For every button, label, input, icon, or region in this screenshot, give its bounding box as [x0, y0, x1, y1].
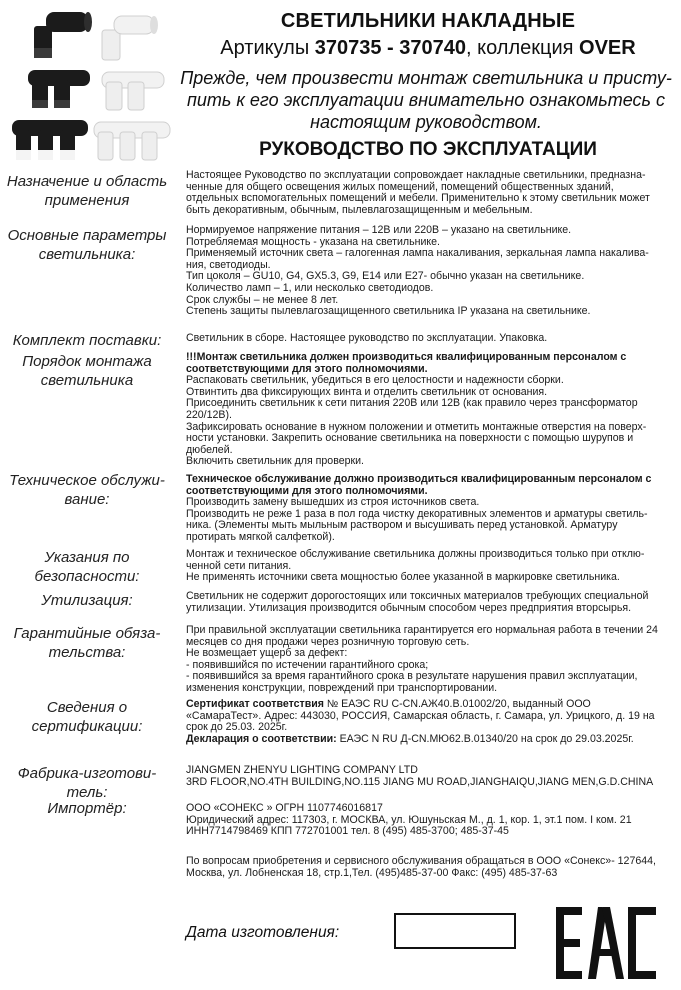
- intro-note: Прежде, чем произвести монтаж светильника и присту-пить к его эксплуатации внимательно ознакомьтесь с настоящим руководством.: [180, 68, 672, 132]
- article-prefix: Артикулы: [220, 37, 310, 59]
- article-mid: , коллекция: [466, 37, 574, 59]
- text-line: Количество ламп – 1, или несколько светодиодов.: [186, 281, 434, 294]
- text-line: Не применять источники света мощностью более указанной в маркировке светильника.: [186, 571, 620, 584]
- section-text-disposal: [186, 591, 666, 614]
- collection-name: OVER: [579, 37, 636, 59]
- text-line: Срок службы – не менее 8 лет.: [186, 293, 339, 306]
- product-images: [6, 6, 172, 162]
- text-line: ИНН7714798469 КПП 772701001 тел. 8 (495) 485-3700; 485-37-45: [186, 825, 509, 838]
- lamp-single-white-icon: [96, 12, 160, 62]
- certificate-label: Сертификат соответствия: [186, 698, 324, 710]
- text-line: Юридический адрес: 117303, г. МОСКВА, ул. Юшуньская М., д. 1, кор. 1, эт.1 пом. I ком. 21: [186, 813, 632, 826]
- installation-warning: !!!Монтаж светильника должен производиться квалифицированным персоналом с соответствующими для этого полномочиями.: [186, 351, 627, 375]
- text-line: ООО «СОНЕКС » ОГРН 1107746016817: [186, 802, 383, 814]
- section-text-importer: [186, 803, 666, 838]
- section-text-maintenance: [186, 474, 666, 544]
- section-label-package: Комплект поставки:: [12, 332, 162, 349]
- lamp-triple-white-icon: [90, 114, 172, 162]
- section-label-maintenance: Техническое обслужи-вание:: [9, 472, 165, 508]
- lamp-double-white-icon: [94, 62, 170, 112]
- section-text-installation: [186, 352, 666, 468]
- text-line: - появившийся за время гарантийного срока в результате нарушения правил эксплуатации, изменения конструкции, повреждений при транспортировании.: [186, 670, 638, 694]
- certificate-text: № ЕАЭС RU C-CN.АЖ40.В.01002/20, выданный ООО «СамараТест». Адрес: 443030, РОССИЯ, Самарская область, г. Самара, ул. Урицкого, д. 19 на срок до 25.03. 2025г.: [186, 698, 655, 734]
- text-line: Степень защиты пылевлагозащищенного светильника IP указана на светильнике.: [186, 305, 591, 318]
- section-text-safety: [186, 549, 666, 584]
- section-label-installation: Порядок монтажа светильника: [22, 353, 152, 389]
- section-label-disposal: Утилизация:: [41, 592, 133, 609]
- text-line: По вопросам приобретения и сервисного обслуживания обращаться в ООО «Сонекс»- 127644, Москва, ул. Лобненская 18, стр.1,Тел. (495)485-37-00 Факс: (495) 485-37-63: [186, 855, 656, 879]
- article-line: [178, 37, 678, 60]
- text-line: Зафиксировать основание в нужном положении и отметить монтажные отверстия на поверх-ности установки. Закрепить основание светильника на поверхности с помощью шурупов и дюбелей.: [186, 420, 647, 456]
- text-line: Тип цоколя – GU10, G4, GX5.3, G9, E14 или E27- обычно указан на светильнике.: [186, 270, 585, 283]
- section-label-parameters: Основные параметры светильника:: [7, 227, 167, 263]
- section-label-manufacturer: Фабрика-изготови-тель:: [17, 765, 157, 801]
- contact-info: [186, 856, 666, 879]
- text-line: Светильник в сборе. Настоящее руководство по эксплуатации. Упаковка.: [186, 332, 548, 344]
- text-line: Светильник не содержит дорогостоящих или токсичных материалов требующих специальной утилизации. Утилизация производится обычным способом через предприятия вторсырья.: [186, 590, 649, 614]
- section-label-safety: Указания по безопасности:: [34, 549, 140, 585]
- section-text-purpose: [186, 170, 666, 216]
- text-line: Применяемый источник света – галогенная лампа накаливания, зеркальная лампа накалива-ния, светодиоды.: [186, 247, 649, 271]
- text-line: JIANGMEN ZHENYU LIGHTING COMPANY LTD: [186, 764, 418, 776]
- text-line: Производить не реже 1 раза в пол года чистку декоративных элементов и арматуры светиль-ника. (Элементы мыть мыльным раствором и высушивать перед установкой. Арматуру протирать мягкой салфеткой).: [186, 507, 648, 543]
- text-line: Отвинтить два фиксирующих винта и отделить светильник от основания.: [186, 385, 548, 398]
- declaration-label: Декларация о соответствии:: [186, 732, 337, 745]
- eac-mark-icon: [554, 905, 658, 981]
- section-label-importer: Импортёр:: [47, 800, 127, 817]
- declaration-text: ЕАЭС N RU Д-CN.МЮ62.В.01340/20 на срок до 29.03.2025г.: [336, 732, 634, 745]
- maintenance-warning: Техническое обслуживание должно производиться квалифицированным персоналом с соответствующими для этого полномочиями.: [186, 473, 652, 497]
- text-line: Распаковать светильник, убедиться в его целостности и надежности сборки.: [186, 374, 564, 387]
- manufacture-date-label: Дата изготовления:: [186, 924, 340, 941]
- section-text-certification: [186, 699, 666, 745]
- article-numbers: 370735 - 370740: [314, 37, 467, 59]
- section-label-certification: Сведения о сертификации:: [31, 699, 143, 735]
- lamp-double-black-icon: [20, 60, 96, 110]
- section-label-warranty: Гарантийные обяза-тельства:: [13, 625, 161, 661]
- text-line: Монтаж и техническое обслуживание светильника должны производиться только при отклю-ченной сети питания.: [186, 548, 645, 572]
- text-line: Присоединить светильник к сети питания 220В или 12В (как правило через трансформатор 220/12В).: [186, 397, 638, 421]
- manufacture-date-box: [394, 913, 516, 949]
- text-line: При правильной эксплуатации светильника гарантируется его нормальная работа в течении 24 месяцев со дня продажи через розничную торговую сеть.: [186, 624, 658, 648]
- section-text-manufacturer: [186, 765, 666, 788]
- text-line: Не возмещает ущерб за дефект:: [186, 647, 348, 660]
- section-text-parameters: [186, 225, 666, 318]
- section-label-purpose: Назначение и область применения: [6, 173, 168, 209]
- text-line: Нормируемое напряжение питания – 12В или 220В – указано на светильнике.: [186, 224, 572, 236]
- text-line: 3RD FLOOR,NO.4TH BUILDING,NO.115 JIANG MU ROAD,JIANGHAIQU,JIANG MEN,G.D.CHINA: [186, 775, 654, 788]
- lamp-triple-black-icon: [6, 112, 90, 162]
- text-line: Включить светильник для проверки.: [186, 455, 364, 468]
- manual-title: РУКОВОДСТВО ПО ЭКСПЛУАТАЦИИ: [259, 139, 597, 160]
- text-line: - появившийся по истечении гарантийного срока;: [186, 658, 429, 671]
- doc-title: СВЕТИЛЬНИКИ НАКЛАДНЫЕ: [280, 10, 576, 32]
- text-line: Настоящее Руководство по эксплуатации сопровождает накладные светильники, предназна-ченные для общего освещения жилых помещений, помещений общественных зданий, отдельных вспомогательных помещений и мебели. Применительно к этому светильник может быть декоративным, обычным, пылевлагозащищенным и мебельным.: [186, 169, 650, 216]
- lamp-single-black-icon: [28, 8, 98, 60]
- section-text-warranty: [186, 625, 666, 695]
- text-line: Потребляемая мощность - указана на светильнике.: [186, 235, 440, 248]
- section-text-package: [186, 333, 666, 345]
- text-line: Производить замену вышедших из строя источников света.: [186, 496, 480, 509]
